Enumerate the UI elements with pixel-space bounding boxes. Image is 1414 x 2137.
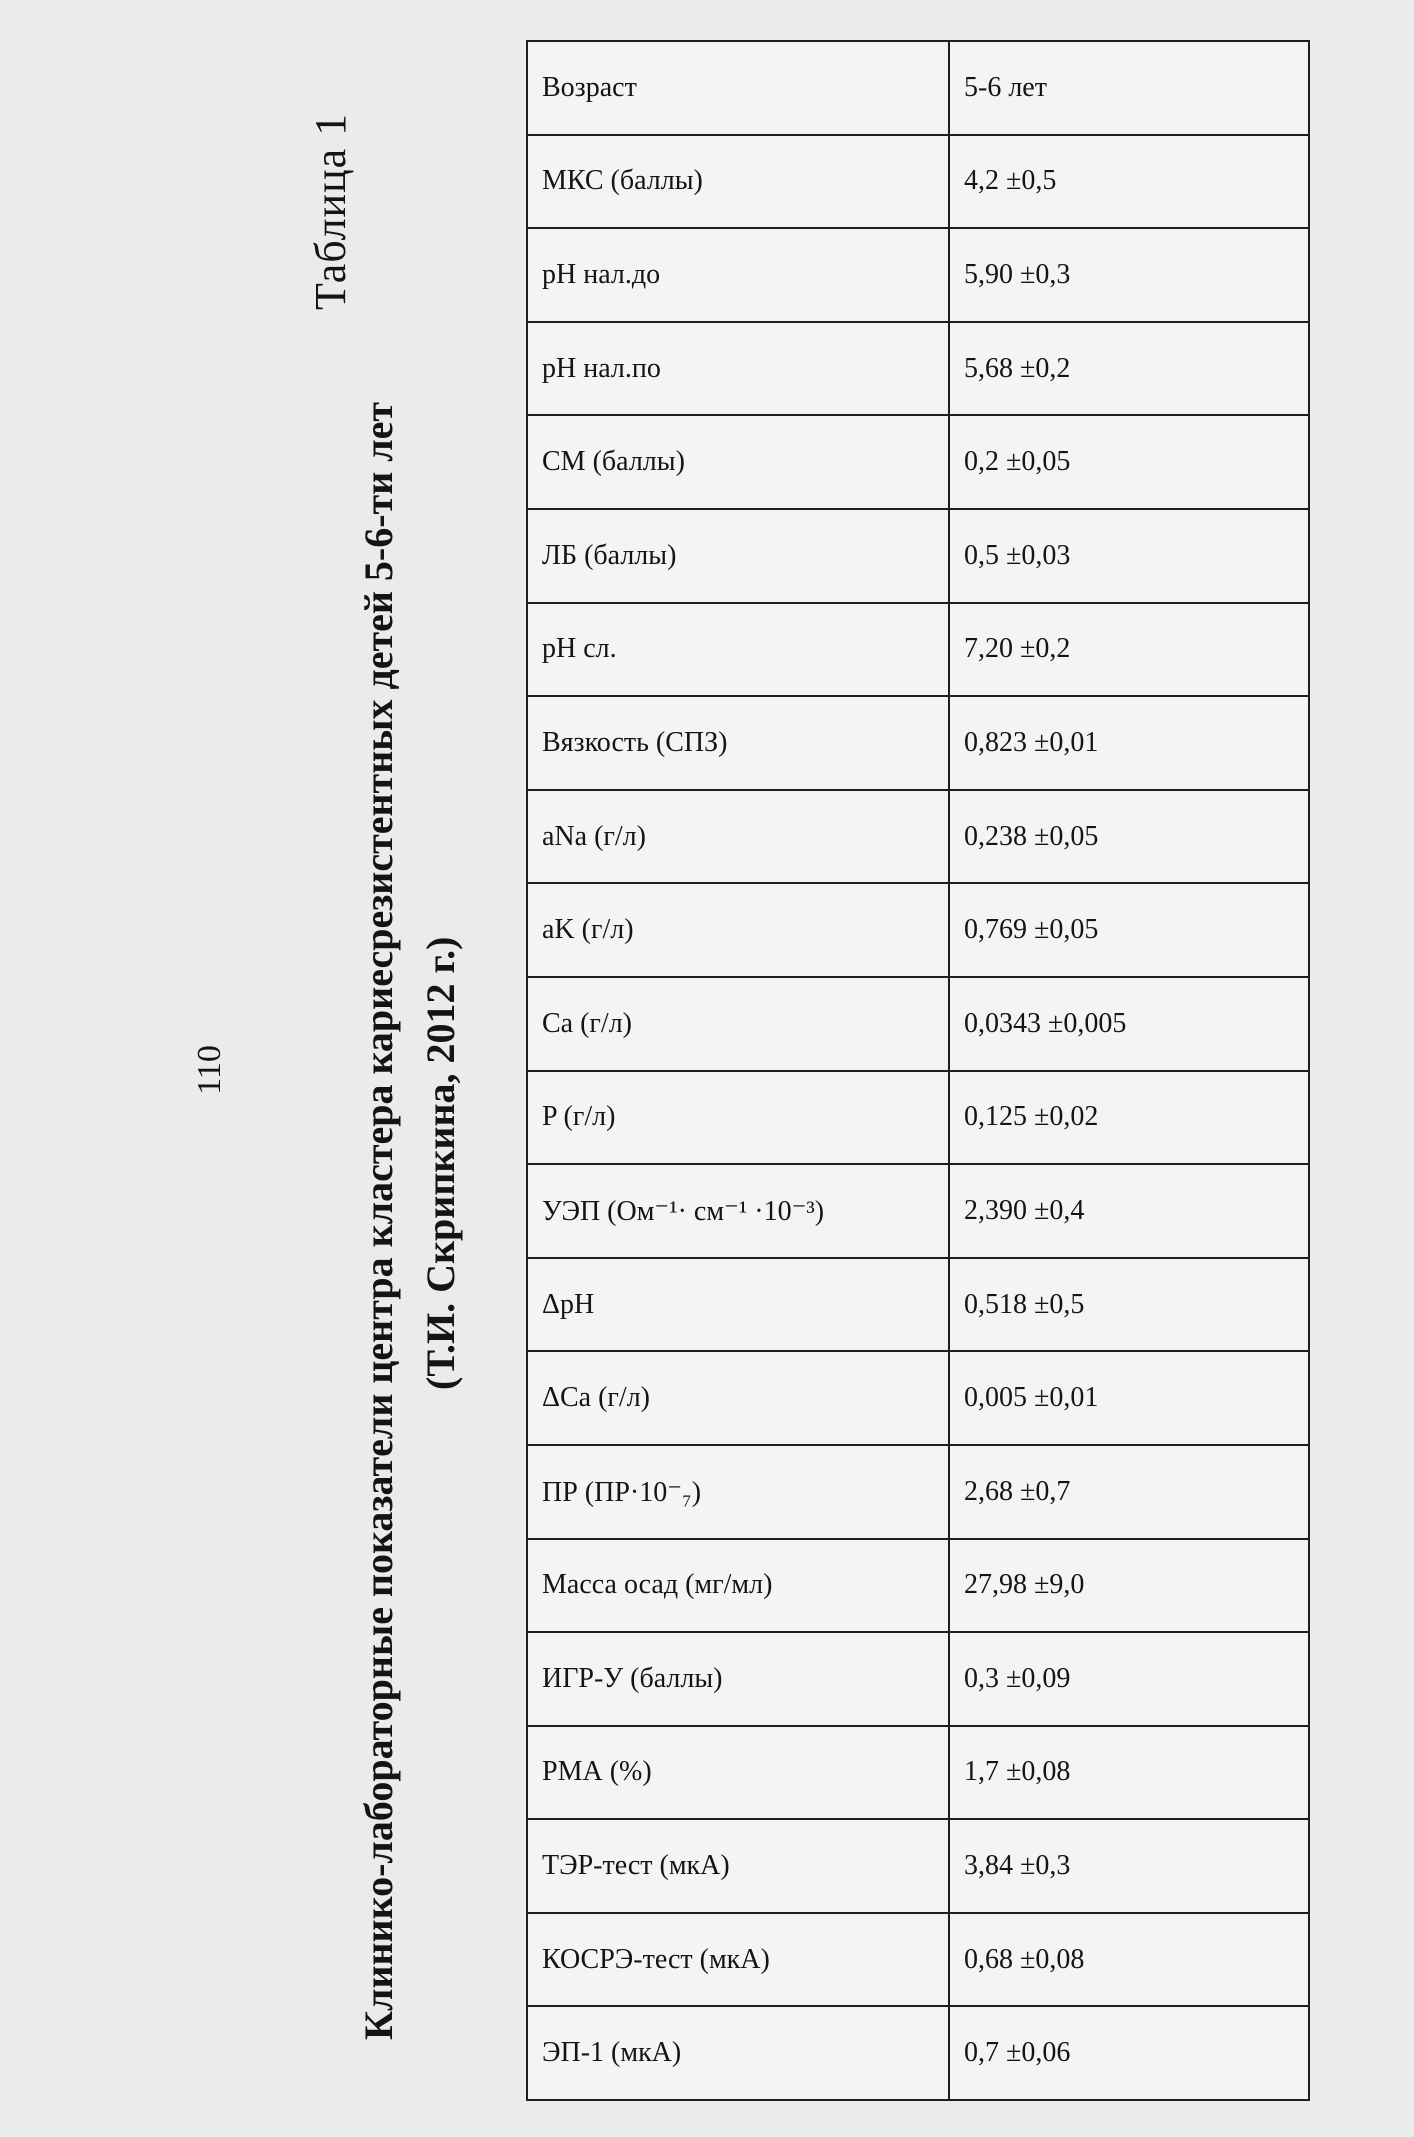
table-row [527, 509, 1309, 603]
param-cell: ΔCa (г/л) [527, 1351, 949, 1445]
param-cell: aK (г/л) [527, 883, 949, 977]
table-row [527, 1445, 1309, 1539]
value-cell: 0,005 ±0,01 [949, 1351, 1309, 1445]
value-cell: 5-6 лет [949, 41, 1309, 135]
param-cell: ТЭР-тест (мкА) [527, 1819, 949, 1913]
table-row [527, 2006, 1309, 2100]
table-row [527, 41, 1309, 135]
param-cell: pH нал.по [527, 322, 949, 416]
table-row [527, 977, 1309, 1071]
value-cell: 2,390 ±0,4 [949, 1164, 1309, 1258]
table-row [527, 696, 1309, 790]
param-cell: ЭП-1 (мкА) [527, 2006, 949, 2100]
table-row [527, 1351, 1309, 1445]
value-cell: 0,0343 ±0,005 [949, 977, 1309, 1071]
table-row [527, 603, 1309, 697]
param-cell: Вязкость (СПЗ) [527, 696, 949, 790]
table-row [527, 322, 1309, 416]
value-cell: 0,518 ±0,5 [949, 1258, 1309, 1352]
value-cell: 0,68 ±0,08 [949, 1913, 1309, 2007]
param-cell: УЭП (Ом⁻¹· см⁻¹ ·10⁻³) [527, 1164, 949, 1258]
param-cell: ПР (ПР·10⁻₇) [527, 1445, 949, 1539]
value-cell: 5,68 ±0,2 [949, 322, 1309, 416]
param-cell: ΔpH [527, 1258, 949, 1352]
value-cell: 27,98 ±9,0 [949, 1539, 1309, 1633]
table-row [527, 1164, 1309, 1258]
value-cell: 3,84 ±0,3 [949, 1819, 1309, 1913]
value-cell: 4,2 ±0,5 [949, 135, 1309, 229]
param-cell: МКС (баллы) [527, 135, 949, 229]
param-cell: КОСРЭ-тест (мкА) [527, 1913, 949, 2007]
table-label: Таблица 1 [306, 112, 355, 310]
clinical-lab-table [526, 40, 1310, 2101]
page-number: 110 [191, 1045, 228, 1095]
value-cell: 0,2 ±0,05 [949, 415, 1309, 509]
table-row [527, 1819, 1309, 1913]
table-row [527, 1539, 1309, 1633]
param-cell: РМА (%) [527, 1726, 949, 1820]
param-cell: ИГР-У (баллы) [527, 1632, 949, 1726]
table-row [527, 790, 1309, 884]
value-cell: 2,68 ±0,7 [949, 1445, 1309, 1539]
table-row [527, 228, 1309, 322]
value-cell: 0,7 ±0,06 [949, 2006, 1309, 2100]
table-row [527, 1071, 1309, 1165]
value-cell: 7,20 ±0,2 [949, 603, 1309, 697]
table-caption: Клинико-лабораторные показатели центра кластера кариесрезистентных детей 5-6-ти лет [356, 401, 401, 2040]
value-cell: 1,7 ±0,08 [949, 1726, 1309, 1820]
param-cell: pH сл. [527, 603, 949, 697]
value-cell: 0,5 ±0,03 [949, 509, 1309, 603]
table-row [527, 135, 1309, 229]
param-cell: ЛБ (баллы) [527, 509, 949, 603]
value-cell: 0,125 ±0,02 [949, 1071, 1309, 1165]
table-row [527, 1258, 1309, 1352]
param-cell: Масса осад (мг/мл) [527, 1539, 949, 1633]
table-row [527, 415, 1309, 509]
table-author: (Т.И. Скрипкина, 2012 г.) [418, 936, 463, 1390]
param-cell: Ca (г/л) [527, 977, 949, 1071]
param-cell: Возраст [527, 41, 949, 135]
table-row [527, 1726, 1309, 1820]
param-cell: pH нал.до [527, 228, 949, 322]
table-row [527, 883, 1309, 977]
value-cell: 0,238 ±0,05 [949, 790, 1309, 884]
value-cell: 5,90 ±0,3 [949, 228, 1309, 322]
table-row [527, 1632, 1309, 1726]
table-row [527, 1913, 1309, 2007]
value-cell: 0,769 ±0,05 [949, 883, 1309, 977]
value-cell: 0,823 ±0,01 [949, 696, 1309, 790]
param-cell: aNa (г/л) [527, 790, 949, 884]
value-cell: 0,3 ±0,09 [949, 1632, 1309, 1726]
param-cell: СМ (баллы) [527, 415, 949, 509]
param-cell: P (г/л) [527, 1071, 949, 1165]
